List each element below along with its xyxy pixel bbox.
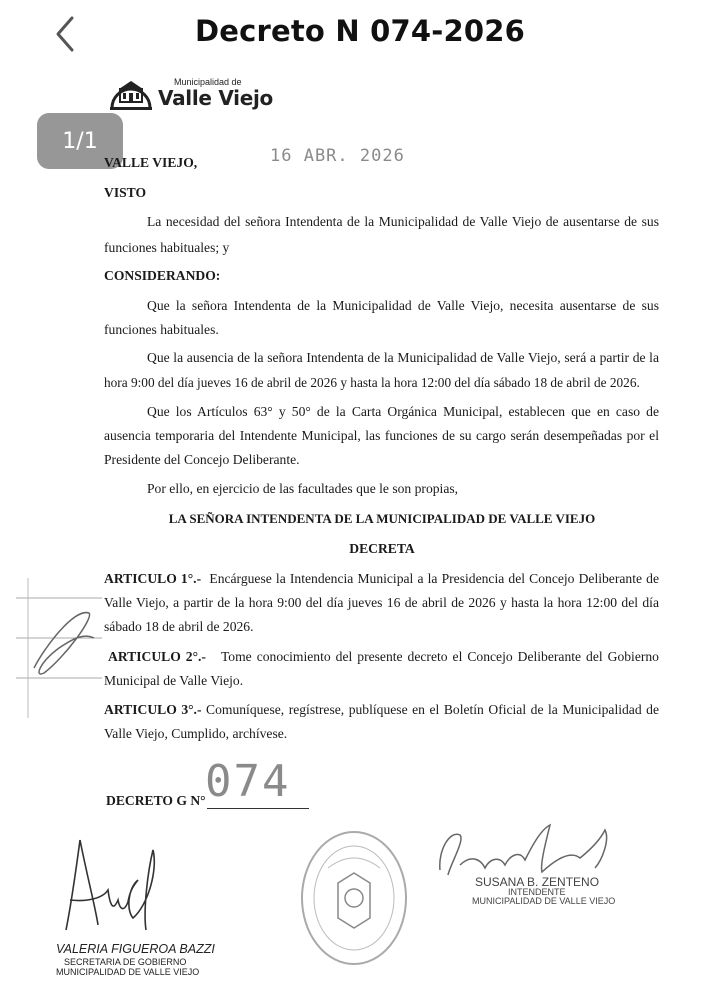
article-2-text: Tome conocimiento del presente decreto el Concejo Deliberante del Gobierno: [220, 649, 659, 664]
article-1-line: [104, 567, 659, 591]
article-1-text: Encárguese la Intendencia Municipal a la Presidencia del Concejo Deliberante de: [209, 571, 659, 586]
decreta-heading: DECRETA: [349, 541, 415, 556]
article-3-line: [104, 698, 659, 722]
decreto-number-underline: [207, 808, 309, 809]
left-signature-role: SECRETARIA DE GOBIERNO: [64, 957, 187, 967]
article-2-line: [108, 645, 659, 669]
considerando-paragraph-line: hora 9:00 del día jueves 16 de abril de 2026 y hasta la hora 12:00 del día sábado 18 de abril de 2026.: [104, 375, 640, 390]
right-signature-scribble: [430, 820, 620, 882]
left-signature-scribble: [58, 830, 178, 940]
considerando-paragraph-line: funciones habituales.: [104, 322, 219, 337]
place-line: VALLE VIEJO,: [104, 155, 198, 170]
page-indicator: 1/1: [37, 113, 123, 169]
right-signature-role: INTENDENTE: [508, 887, 566, 897]
date-stamp: 16 ABR. 2026: [270, 146, 405, 166]
top-bar: [0, 0, 720, 64]
left-signature-name: VALERIA FIGUEROA BAZZI: [56, 942, 215, 956]
considerando-paragraph-line: Que la ausencia de la señora Intendenta de la Municipalidad de Valle Viejo, será a partir de la: [147, 350, 659, 365]
article-1-line: Valle Viejo, a partir de la hora 9:00 del día jueves 16 de abril de 2026 y hasta la hora 12:00 del día: [104, 595, 659, 610]
right-signature-org: MUNICIPALIDAD DE VALLE VIEJO: [472, 896, 616, 906]
official-seal-icon: [298, 828, 410, 968]
page-title: Decreto N 074-2026: [194, 14, 526, 48]
article-3-text: Comuníquese, regístrese, publíquese en el Boletín Oficial de la Municipalidad de: [206, 702, 659, 717]
left-signature-org: MUNICIPALIDAD DE VALLE VIEJO: [56, 967, 200, 977]
municipality-logo: [108, 72, 278, 114]
considerando-paragraph-line: Que los Artículos 63° y 50° de la Carta Orgánica Municipal, establecen que en caso de: [147, 404, 659, 419]
margin-initials-icon: [14, 578, 104, 718]
article-1-label: ARTICULO 1°.-: [104, 571, 202, 586]
visto-heading: VISTO: [104, 185, 147, 200]
town-hall-emblem-icon: [108, 74, 154, 112]
article-2-line: Municipal de Valle Viejo.: [104, 673, 244, 688]
article-3-label: ARTICULO 3°.-: [104, 702, 202, 717]
logo-pretext: Municipalidad de: [174, 77, 242, 87]
por-ello-line: Por ello, en ejercicio de las facultades que le son propias,: [147, 481, 459, 496]
considerando-paragraph-line: ausencia temporaria del Intendente Municipal, las funciones de su cargo serán desempeñadas por el: [104, 428, 659, 443]
logo-name: Valle Viejo: [158, 86, 273, 110]
decreto-number-stamp: 074: [205, 756, 291, 807]
article-1-line: sábado 18 de abril de 2026.: [104, 619, 254, 634]
considerando-paragraph-line: Que la señora Intendenta de la Municipalidad de Valle Viejo, necesita ausentarse de sus: [147, 298, 659, 313]
considerando-heading: CONSIDERANDO:: [104, 268, 221, 283]
right-signature-name: SUSANA B. ZENTENO: [475, 875, 600, 889]
decreto-number-label: DECRETO G N°: [106, 793, 206, 808]
article-2-label: ARTICULO 2°.-: [108, 649, 206, 664]
visto-paragraph-line: La necesidad del señora Intendenta de la Municipalidad de Valle Viejo de ausentarse de sus: [147, 214, 659, 229]
article-3-line: Valle Viejo, Cumplido, archívese.: [104, 726, 288, 741]
authority-heading: LA SEÑORA INTENDENTA DE LA MUNICIPALIDAD DE VALLE VIEJO: [168, 511, 596, 526]
visto-paragraph-line: funciones habituales; y: [104, 240, 230, 255]
considerando-paragraph-line: Presidente del Concejo Deliberante.: [104, 452, 300, 467]
